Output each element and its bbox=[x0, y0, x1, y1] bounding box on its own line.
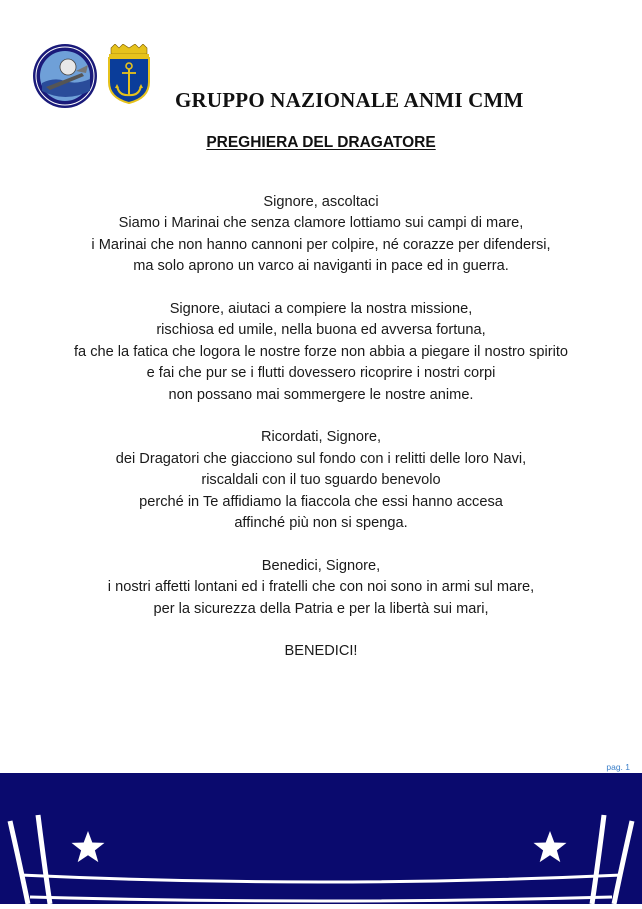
prayer-title: PREGHIERA DEL DRAGATORE bbox=[206, 134, 436, 151]
prayer-line: rischiosa ed umile, nella buona ed avversa fortuna, bbox=[156, 322, 486, 339]
prayer-line: Ricordati, Signore, bbox=[260, 429, 382, 446]
prayer-line: dei Dragatori che giacciono sul fondo con i relitti delle loro Navi, bbox=[115, 450, 527, 467]
stanza bbox=[0, 299, 642, 406]
prayer-line: Signore, aiutaci a compiere la nostra missione, bbox=[169, 301, 473, 318]
prayer-line: fa che la fatica che logora le nostre forze non abbia a piegare il nostro spirito bbox=[73, 343, 569, 360]
prayer-line: Benedici, Signore, bbox=[261, 557, 381, 574]
footer-band bbox=[0, 773, 642, 904]
prayer-text bbox=[0, 192, 642, 663]
anchor-crest-icon bbox=[105, 44, 153, 104]
stanza bbox=[0, 427, 642, 534]
stanza bbox=[0, 556, 642, 620]
prayer-line: non possano mai sommergere le nostre anime. bbox=[168, 386, 474, 403]
prayer-line: riscaldali con il tuo sguardo benevolo bbox=[201, 472, 441, 489]
association-emblem-icon bbox=[32, 43, 98, 109]
stanza bbox=[0, 192, 642, 278]
organization-title: GRUPPO NAZIONALE ANMI CMM bbox=[175, 88, 524, 112]
prayer-line: perché in Te affidiamo la fiaccola che essi hanno accesa bbox=[139, 493, 503, 510]
prayer-line: e fai che pur se i flutti dovessero ricoprire i nostri corpi bbox=[146, 365, 496, 382]
prayer-line: affinché più non si spenga. bbox=[234, 515, 408, 532]
prayer-line: i Marinai che non hanno cannoni per colpire, né corazze per difendersi, bbox=[91, 236, 551, 253]
closing-line: BENEDICI! bbox=[284, 643, 358, 660]
prayer-line: ma solo aprono un varco ai naviganti in pace ed in guerra. bbox=[133, 258, 509, 275]
prayer-line: Signore, ascoltaci bbox=[263, 194, 379, 210]
prayer-line: i nostri affetti lontani ed i fratelli che con noi sono in armi sul mare, bbox=[107, 579, 535, 596]
prayer-line: Siamo i Marinai che senza clamore lottiamo sui campi di mare, bbox=[118, 215, 524, 232]
prayer-line: per la sicurezza della Patria e per la libertà sui mari, bbox=[153, 600, 489, 617]
page-number: pag. 1 bbox=[606, 762, 630, 772]
